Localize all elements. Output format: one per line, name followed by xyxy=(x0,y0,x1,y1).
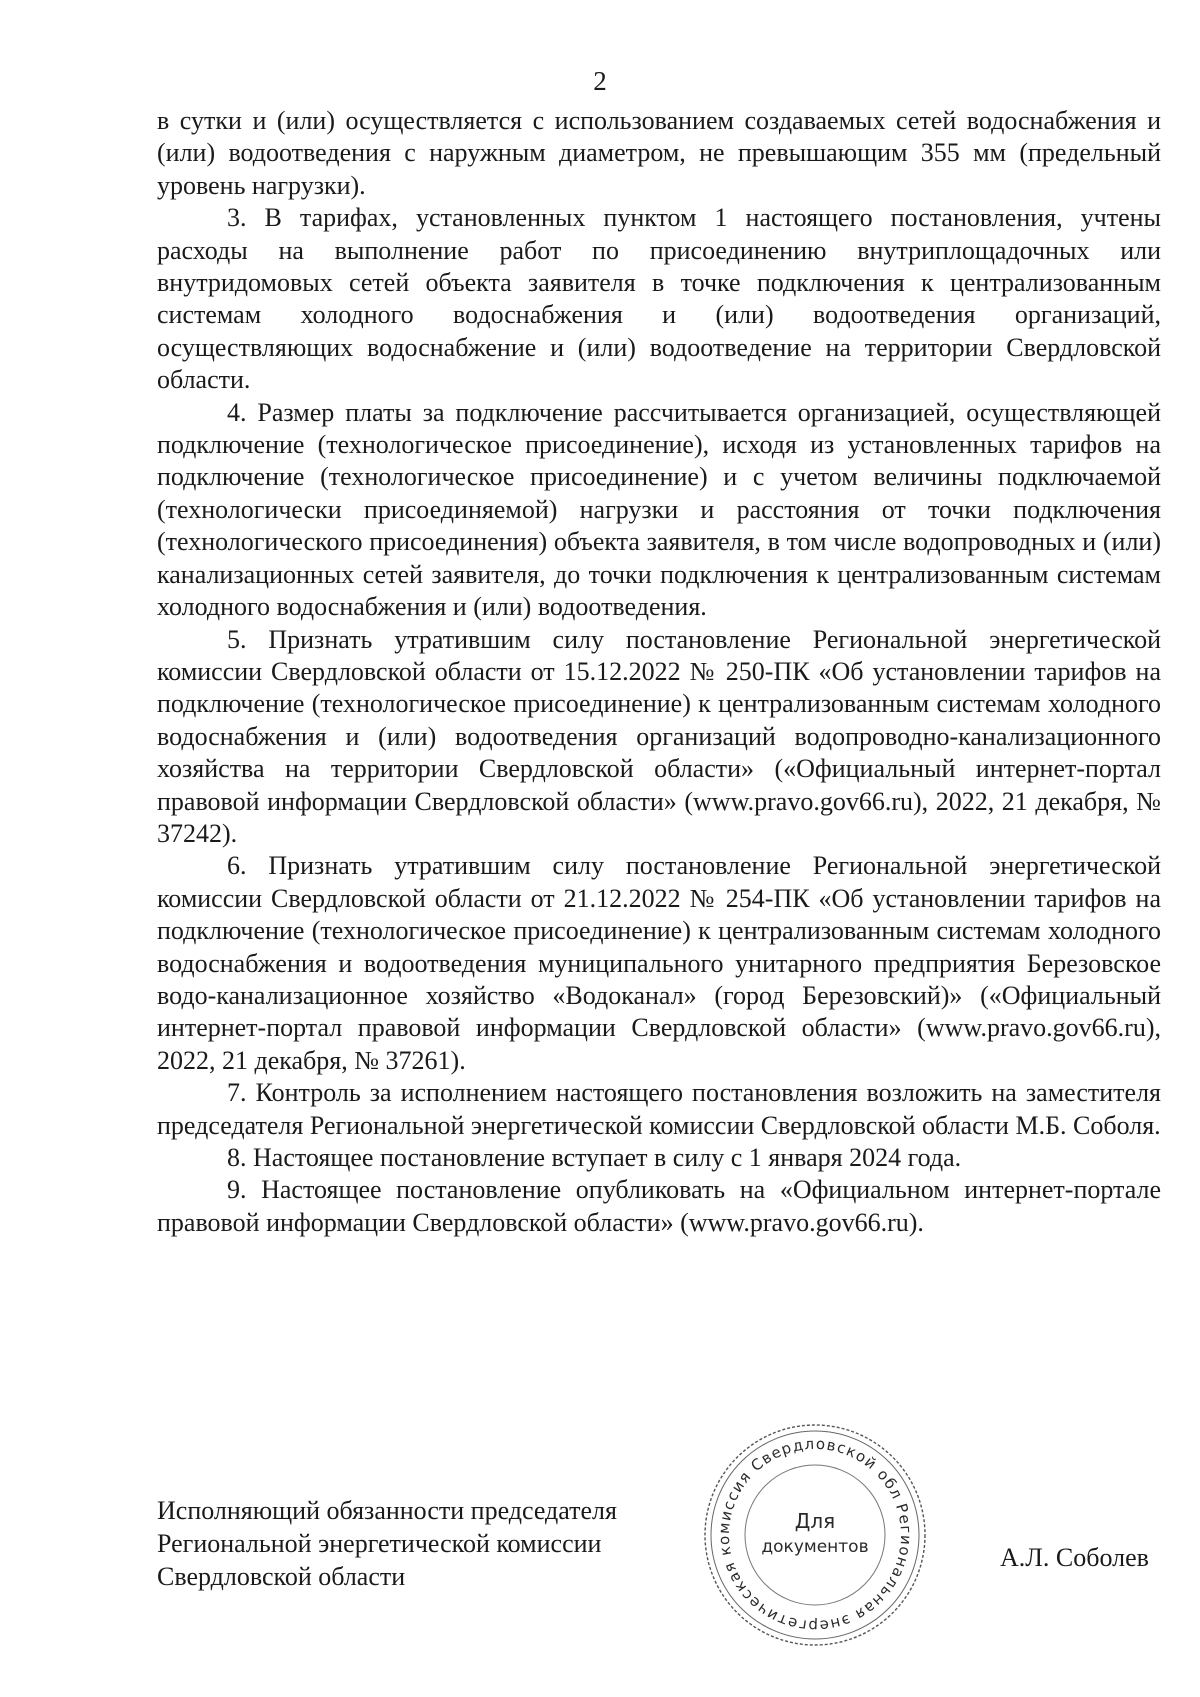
signatory-position-line: Свердловской области xyxy=(157,1562,406,1591)
seal-ring-text: Региональная энергетическая комиссия Свердловской области xyxy=(714,1434,916,1636)
paragraph-item-8: 8. Настоящее постановление вступает в силу с 1 января 2024 года. xyxy=(227,1143,962,1172)
paragraph-item-4: 4. Размер платы за подключение рассчитывается организацией, осуществляющей подключение (технологическое присоединение), исходя из установленных тарифов на подключение (технологическое присоединение) и с учетом величины подключаемой (технологически присоединяемой) нагрузки и расстояния от точки подключения (технологического присоединения) объекта заявителя, в том числе водопроводных и (или) канализационных сетей заявителя, до точки подключения к централизованным системам холодного водоснабжения и (или) водоотведения. xyxy=(157,397,1161,622)
signatory-position-line: Региональной энергетической комиссии xyxy=(157,1529,602,1558)
paragraph-continuation: в сутки и (или) осуществляется с использованием создаваемых сетей водоснабжения и (или) водоотведения с наружным диаметром, не превышающим 355 мм (предельный уровень нагрузки). xyxy=(157,106,1161,200)
seal-center-line: документов xyxy=(761,1537,869,1557)
document-body xyxy=(157,105,1161,1239)
paragraph-item-9: 9. Настоящее постановление опубликовать на «Официальном интернет-портале правовой информации Свердловской области» (www.pravo.gov66.ru). xyxy=(157,1175,1161,1237)
signatory-name: А.Л. Соболев xyxy=(1000,1543,1149,1572)
paragraph-item-6: 6. Признать утратившим силу постановление Региональной энергетической комиссии Свердловской области от 21.12.2022 № 254-ПК «Об установлении тарифов на подключение (технологическое присоединение) к централизованным системам холодного водоснабжения и водоотведения муниципального унитарного предприятия Березовское водо-канализационное хозяйство «Водоканал» (город Березовский)» («Официальный интернет-портал правовой информации Свердловской области» (www.pravo.gov66.ru), 2022, 21 декабря, № 37261). xyxy=(157,851,1161,1075)
paragraph-item-5: 5. Признать утратившим силу постановление Региональной энергетической комиссии Свердловской области от 15.12.2022 № 250-ПК «Об установлении тарифов на подключение (технологическое присоединение) к централизованным системам холодного водоснабжения и (или) водоотведения организаций водопроводно-канализационного хозяйства на территории Свердловской области» («Официальный интернет-портал правовой информации Свердловской области» (www.pravo.gov66.ru), 2022, 21 декабря, № 37242). xyxy=(157,624,1161,848)
signatory-position-line: Исполняющий обязанности председателя xyxy=(157,1496,617,1525)
signatory-position xyxy=(157,1494,617,1593)
seal-center-line: Для xyxy=(794,1509,836,1533)
seal-graphic xyxy=(700,1420,930,1650)
svg-text:Региональная энергетическая ко xyxy=(700,1420,930,1650)
paragraph-item-7: 7. Контроль за исполнением настоящего постановления возложить на заместителя председателя Региональной энергетической комиссии Свердловской области М.Б. Соболя. xyxy=(157,1078,1161,1140)
page-number: 2 xyxy=(593,66,607,96)
paragraph-item-3: 3. В тарифах, установленных пунктом 1 настоящего постановления, учтены расходы на выполнение работ по присоединению внутриплощадочных или внутридомовых сетей объекта заявителя в точке подключения к централизованным системам холодного водоснабжения и (или) водоотведения организаций, осуществляющих водоснабжение и (или) водоотведение на территории Свердловской области. xyxy=(157,203,1161,395)
official-seal-stamp xyxy=(700,1420,930,1650)
